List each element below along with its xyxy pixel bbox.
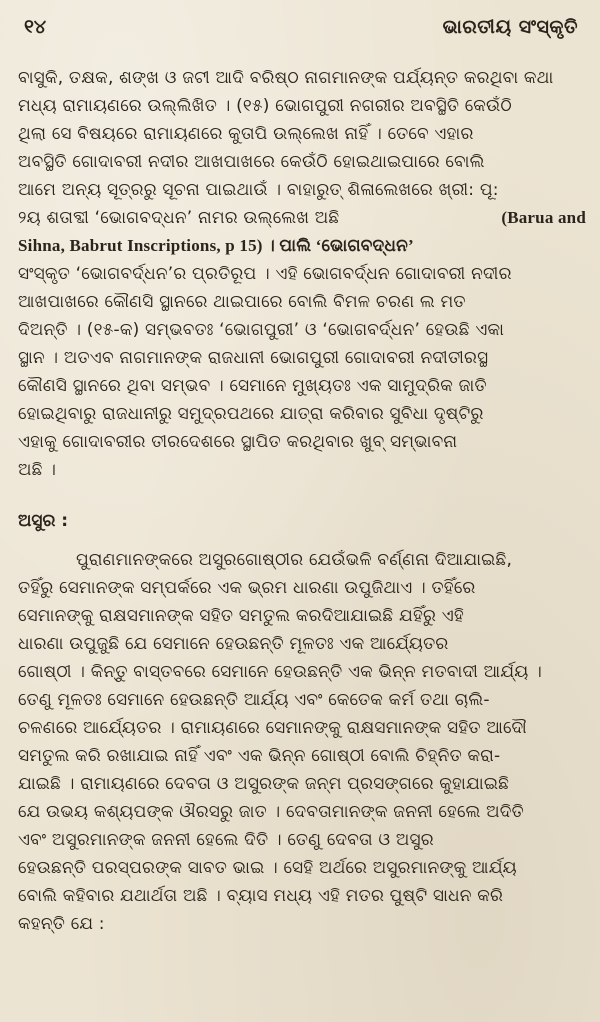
- paragraph-line: ହୋଇଥିବାରୁ ରାଜଧାନୀରୁ ସମୁଦ୍ରପଥରେ ଯାତ୍ରା କରିବାର ସୁବିଧା ଦୃଷ୍ଟିରୁ: [18, 404, 484, 424]
- paragraph-line: ଧାରଣା ଉପୁଜୁଛି ଯେ ସେମାନେ ହେଉଛନ୍ତି ମୂଳତଃ ଏକ ଆର୍ଯ୍ୟେତର: [18, 634, 449, 654]
- page-number: ୧୪: [24, 16, 47, 38]
- paragraph-line: ଯାଇଛି । ରାମାୟଣରେ ଦେବତା ଓ ଅସୁରଙ୍କ ଜନ୍ମ ପ୍ରସଙ୍ଗରେ କୁହାଯାଇଛି: [18, 774, 510, 794]
- paragraph-line: ଦିଅନ୍ତି । (୧୫-କ) ସମ୍ଭବତଃ ‘ଭୋଗପୁରୀ’ ଓ ‘ଭୋଗବର୍ଦ୍ଧନ’ ହେଉଛି ଏକା: [18, 320, 505, 340]
- paragraph-line: ସ୍ଥାନ । ଅତଏବ ନାଗମାନଙ୍କ ରାଜଧାନୀ ଭୋଗପୁରୀ ଗୋଦାବରୀ ନଦୀତୀରସ୍ଥ: [18, 348, 489, 368]
- paragraph-line: ବାସୁକି, ତକ୍ଷକ, ଶଙ୍ଖ ଓ ଜଟୀ ଆଦି ବରିଷ୍ଠ ନାଗମାନଙ୍କ ପର୍ଯ୍ୟନ୍ତ କରଥିବା କଥା: [18, 68, 554, 88]
- paragraph-line: ହେଉଛନ୍ତି ପରସ୍ପରଙ୍କ ସାବତ ଭାଇ । ସେହି ଅର୍ଥରେ ଅସୁରମାନଙ୍କୁ ଆର୍ଯ୍ୟ: [18, 858, 517, 878]
- paragraph-line: ଏବଂ ଅସୁରମାନଙ୍କ ଜନନୀ ହେଲେ ଦିତି । ତେଣୁ ଦେବତା ଓ ଅସୁର: [18, 830, 434, 850]
- running-title: ଭାରତୀୟ ସଂସ୍କୃତି: [442, 16, 578, 38]
- paragraph-line: ବୋଲି କହିବାର ଯଥାର୍ଥତା ଅଛି । ବ୍ୟାସ ମଧ୍ୟ ଏହି ମତର ପୁଷ୍ଟି ସାଧନ କରି: [18, 886, 504, 906]
- paragraph-line: ପୁରାଣମାନଙ୍କରେ ଅସୁରଗୋଷ୍ଠୀର ଯେଉଁଭଳି ବର୍ଣ୍ଣନା ଦିଆଯାଇଛି,: [76, 550, 513, 570]
- paragraph-line: ସମତୁଲ କରି ରଖାଯାଇ ନାହିଁ ଏବଂ ଏକ ଭିନ୍ନ ଗୋଷ୍ଠୀ ବୋଲି ଚିହ୍ନିତ କରା-: [18, 746, 501, 766]
- paragraph-line: ଚଳଣରେ ଆର୍ଯ୍ୟେତର । ରାମାୟଣରେ ସେମାନଙ୍କୁ ରାକ୍ଷସମାନଙ୍କ ସହିତ ଆଦୌ: [18, 718, 527, 738]
- paragraph-line: ଏହାକୁ ଗୋଦାବରୀର ତୀରଦେଶରେ ସ୍ଥାପିତ କରଥିବାର ଖୁବ୍ ସମ୍ଭାବନା: [18, 432, 458, 452]
- paragraph-line: ଆଖପାଖରେ କୌଣସି ସ୍ଥାନରେ ଥାଇପାରେ ବୋଲି ବିମଳ ଚରଣ ଲ ମତ: [18, 292, 466, 312]
- paragraph-line: କୌଣସି ସ୍ଥାନରେ ଥିବା ସମ୍ଭବ । ସେମାନେ ମୁଖ୍ୟତଃ ଏକ ସାମୁଦ୍ରିକ ଜାତି: [18, 376, 487, 396]
- paragraph-line: ଅଛି ।: [18, 460, 57, 480]
- body-text: [18, 64, 586, 938]
- reference-citation: (Barua and: [501, 208, 586, 227]
- paragraph-line: ଯେ ଉଭୟ କଶ୍ୟପଙ୍କ ଔରସରୁ ଜାତ । ଦେବତାମାନଙ୍କ ଜନନୀ ହେଲେ ଅଦିତି: [18, 802, 524, 822]
- paragraph-line: ସଂସ୍କୃତ ‘ଭୋଗବର୍ଦ୍ଧନ’ର ପ୍ରତିରୂପ । ଏହି ଭୋଗବର୍ଦ୍ଧନ ଗୋଦାବରୀ ନଦୀର: [18, 264, 512, 284]
- paragraph-line: ୨ୟ ଶତାବ୍ଦୀ ‘ଭୋଗବଦ୍ଧନ’ ନାମର ଉଲ୍ଲେଖ ଅଛି (Barua and: [18, 204, 586, 232]
- paragraph-line: ମଧ୍ୟ ରାମାୟଣରେ ଉଲ୍ଲିଖିତ । (୧୫) ଭୋଗପୁରୀ ନଗରୀର ଅବସ୍ଥିତି କେଉଁଠି: [18, 96, 512, 116]
- paragraph-line: ଅବସ୍ଥିତି ଗୋଦାବରୀ ନଦୀର ଆଖପାଖରେ କେଉଁଠି ହୋଇଥାଇପାରେ ବୋଲି: [18, 152, 485, 172]
- section-heading: ଅସୁର :: [18, 511, 69, 531]
- paragraph-line: Sihna, Babrut Inscriptions, p 15) । ପାଲି ‘ଭୋଗବଦ୍ଧନ’: [18, 236, 414, 255]
- paragraph-line: କହନ୍ତି ଯେ :: [18, 914, 105, 934]
- running-head: [24, 12, 578, 42]
- paragraph-line: ଥିଲା ସେ ବିଷୟରେ ରାମାୟଣରେ କୁତାପି ଉଲ୍ଲେଖ ନାହିଁ । ତେବେ ଏହାର: [18, 124, 474, 144]
- paragraph-line: ତହିଁରୁ ସେମାନଙ୍କ ସମ୍ପର୍କରେ ଏକ ଭ୍ରମ ଧାରଣା ଉପୁଜିଥାଏ । ତହିଁରେ: [18, 578, 476, 598]
- paragraph-line: ଗୋଷ୍ଠୀ । କିନ୍ତୁ ବାସ୍ତବରେ ସେମାନେ ହେଉଛନ୍ତି ଏକ ଭିନ୍ନ ମତବାଦୀ ଆର୍ଯ୍ୟ ।: [18, 662, 542, 682]
- paragraph-line: ତେଣୁ ମୂଳତଃ ସେମାନେ ହେଉଛନ୍ତି ଆର୍ଯ୍ୟ ଏବଂ କେତେକ କର୍ମ ତଥା ଚାଲି-: [18, 690, 490, 710]
- paragraph-line: ସେମାନଙ୍କୁ ରାକ୍ଷସମାନଙ୍କ ସହିତ ସମତୁଲ କରଦିଆଯାଇଛି ଯହିଁରୁ ଏହି: [18, 606, 465, 626]
- paragraph-line: ଆମେ ଅନ୍ୟ ସୂତ୍ରରୁ ସୂଚନା ପାଇଥାଉଁ । ବାହାରୁତ୍ ଶିଳାଲେଖରେ ଖ୍ରୀ: ପୂ:: [18, 180, 499, 200]
